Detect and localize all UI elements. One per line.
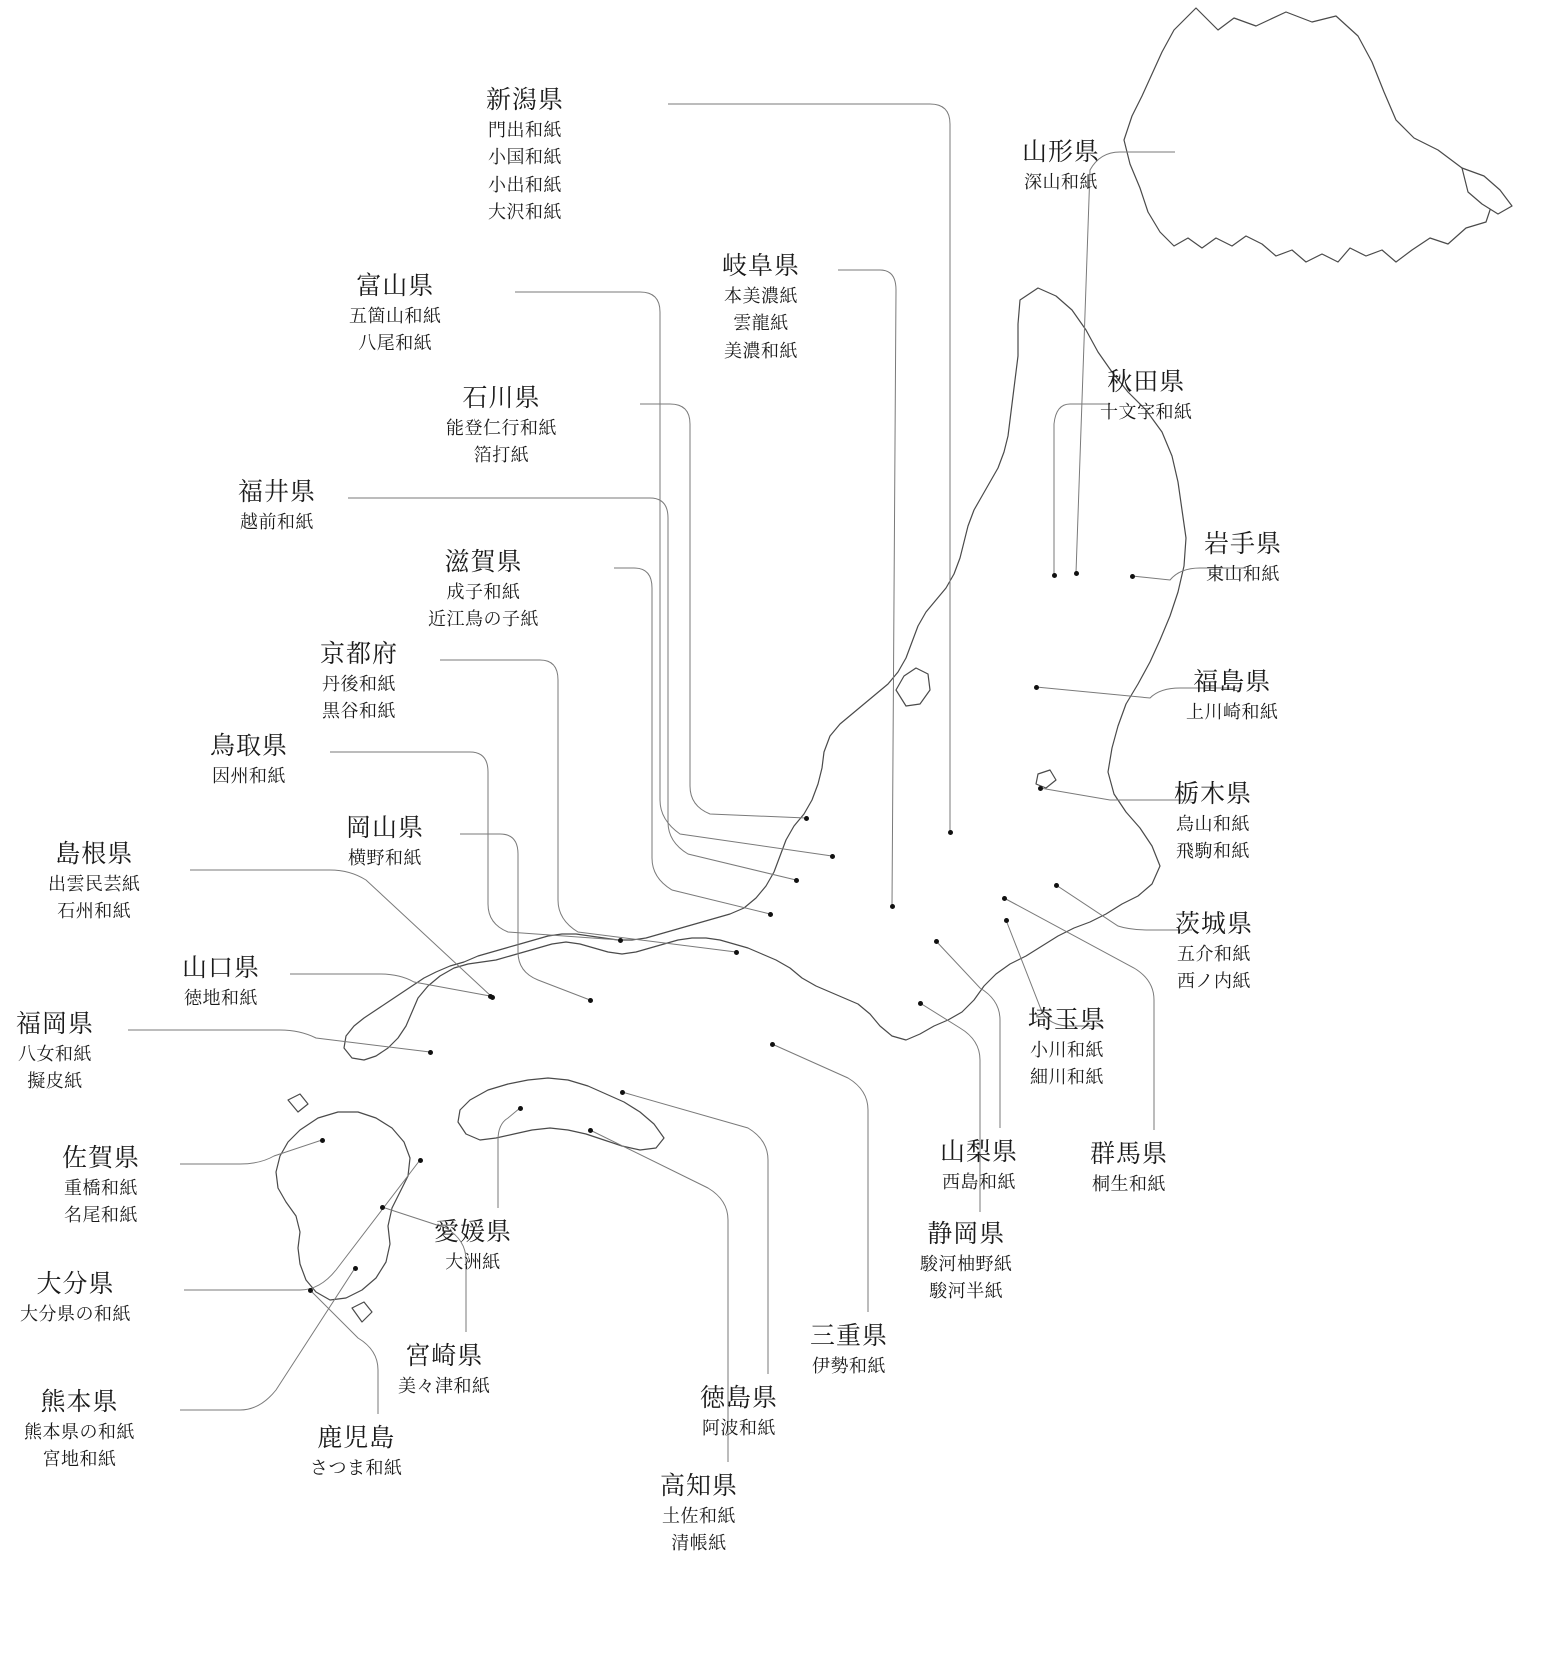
prefecture-name: 静岡県: [927, 1220, 1006, 1248]
paper-name: 徳地和紙: [184, 988, 258, 1008]
region-dot-niigata[interactable]: [948, 830, 953, 835]
paper-name: 西島和紙: [942, 1172, 1016, 1192]
prefecture-name: 京都府: [320, 640, 399, 668]
paper-name: 西ノ内紙: [1177, 971, 1251, 992]
region-dot-fukuoka[interactable]: [428, 1050, 433, 1055]
region-dot-oita[interactable]: [418, 1158, 423, 1163]
prefecture-name: 福井県: [238, 478, 317, 506]
prefecture-name: 富山県: [356, 272, 435, 300]
region-dot-saga[interactable]: [320, 1138, 325, 1143]
region-label-yamagata[interactable]: [1022, 136, 1100, 196]
region-dot-ibaraki[interactable]: [1054, 883, 1059, 888]
paper-name: 土佐和紙: [662, 1506, 736, 1526]
paper-name: 清帳紙: [671, 1533, 727, 1554]
prefecture-name: 徳島県: [700, 1384, 779, 1412]
region-label-miyazaki[interactable]: [398, 1340, 491, 1400]
region-label-akita[interactable]: [1100, 366, 1193, 426]
region-dot-gunma[interactable]: [1002, 896, 1007, 901]
region-dot-fukushima[interactable]: [1034, 685, 1039, 690]
region-dot-mie[interactable]: [770, 1042, 775, 1047]
region-dot-yamanashi[interactable]: [934, 939, 939, 944]
region-dot-akita[interactable]: [1052, 573, 1057, 578]
paper-name: 小出和紙: [488, 174, 562, 195]
prefecture-name: 愛媛県: [434, 1218, 513, 1246]
region-label-gifu[interactable]: [722, 250, 800, 365]
prefecture-name: 山梨県: [940, 1138, 1019, 1166]
paper-name: 小川和紙: [1030, 1040, 1104, 1060]
prefecture-name: 熊本県: [40, 1388, 119, 1416]
region-dot-shizuoka[interactable]: [918, 1001, 923, 1006]
paper-name: 八女和紙: [18, 1044, 92, 1064]
prefecture-name: 岡山県: [346, 814, 425, 842]
paper-name: 丹後和紙: [322, 674, 396, 694]
region-dot-yamagata[interactable]: [1074, 571, 1079, 576]
region-dot-ehime[interactable]: [518, 1106, 523, 1111]
prefecture-name: 埼玉県: [1028, 1006, 1107, 1034]
paper-name: 上川崎和紙: [1186, 702, 1279, 722]
region-label-toyama[interactable]: [349, 270, 442, 358]
paper-name: 重橋和紙: [64, 1178, 138, 1198]
paper-name: 石州和紙: [57, 901, 132, 922]
paper-name: 熊本県の和紙: [24, 1422, 135, 1442]
paper-name: 擬皮紙: [27, 1071, 83, 1092]
prefecture-name: 鹿児島: [317, 1424, 396, 1452]
paper-name: 名尾和紙: [64, 1205, 138, 1226]
region-dot-kochi[interactable]: [588, 1128, 593, 1133]
paper-name: 越前和紙: [240, 512, 314, 532]
paper-name: 伊勢和紙: [812, 1356, 886, 1376]
region-label-shimane[interactable]: [48, 838, 141, 926]
prefecture-name: 栃木県: [1174, 780, 1253, 808]
prefecture-name: 岐阜県: [722, 252, 801, 280]
paper-name: 出雲民芸紙: [48, 874, 141, 894]
prefecture-name: 福岡県: [16, 1010, 95, 1038]
prefecture-name: 群馬県: [1090, 1140, 1169, 1168]
paper-name: 成子和紙: [446, 582, 521, 602]
paper-name: 門出和紙: [488, 120, 562, 140]
prefecture-name: 宮崎県: [405, 1342, 484, 1370]
paper-name: 桐生和紙: [1092, 1174, 1166, 1194]
paper-name: 五箇山和紙: [349, 306, 442, 326]
region-dot-ishikawa[interactable]: [804, 816, 809, 821]
region-label-iwate[interactable]: [1204, 528, 1282, 588]
region-label-tokushima[interactable]: [700, 1382, 778, 1442]
region-label-ishikawa[interactable]: [446, 382, 557, 470]
region-dot-miyazaki[interactable]: [380, 1205, 385, 1210]
region-dot-shiga[interactable]: [768, 912, 773, 917]
region-label-kagoshima[interactable]: [310, 1422, 403, 1482]
paper-name: 飛駒和紙: [1176, 841, 1250, 862]
paper-name: 箔打紙: [473, 445, 530, 466]
region-dot-saitama[interactable]: [1004, 918, 1009, 923]
region-label-shiga[interactable]: [428, 546, 539, 634]
prefecture-name: 茨城県: [1175, 910, 1254, 938]
prefecture-name: 石川県: [462, 384, 541, 412]
region-label-fukui[interactable]: [238, 476, 316, 536]
region-label-yamanashi[interactable]: [940, 1136, 1018, 1196]
paper-name: 大分県の和紙: [20, 1304, 131, 1324]
region-dot-fukui[interactable]: [794, 878, 799, 883]
prefecture-name: 山形県: [1022, 138, 1101, 166]
paper-name: 小国和紙: [488, 147, 562, 168]
paper-name: 大沢和紙: [488, 202, 562, 223]
paper-name: 美濃和紙: [724, 340, 798, 361]
prefecture-name: 福島県: [1193, 668, 1272, 696]
region-dot-gifu[interactable]: [890, 904, 895, 909]
prefecture-name: 滋賀県: [444, 548, 523, 576]
paper-name: 雲龍紙: [733, 313, 789, 334]
region-label-saitama[interactable]: [1028, 1004, 1106, 1092]
region-label-oita[interactable]: [20, 1268, 131, 1328]
region-label-shizuoka[interactable]: [920, 1218, 1013, 1306]
region-dot-tochigi[interactable]: [1038, 786, 1043, 791]
region-dot-toyama[interactable]: [830, 854, 835, 859]
prefecture-name: 岩手県: [1204, 530, 1283, 558]
region-label-tochigi[interactable]: [1174, 778, 1252, 866]
region-dot-tottori[interactable]: [618, 938, 623, 943]
region-dot-okayama[interactable]: [588, 998, 593, 1003]
region-dot-yamaguchi[interactable]: [488, 994, 493, 999]
region-label-ibaraki[interactable]: [1175, 908, 1253, 996]
paper-name: 能登仁行和紙: [446, 418, 557, 438]
region-label-kumamoto[interactable]: [24, 1386, 135, 1474]
region-label-mie[interactable]: [810, 1320, 888, 1380]
region-dot-iwate[interactable]: [1130, 574, 1135, 579]
region-label-gunma[interactable]: [1090, 1138, 1168, 1198]
paper-name: 駿河半紙: [929, 1281, 1004, 1302]
prefecture-name: 山口県: [182, 954, 261, 982]
region-label-okayama[interactable]: [346, 812, 424, 872]
paper-name: 阿波和紙: [702, 1418, 776, 1438]
region-dot-kagoshima[interactable]: [308, 1288, 313, 1293]
prefecture-name: 鳥取県: [210, 732, 289, 760]
paper-name: 宮地和紙: [42, 1449, 117, 1470]
paper-name: 駿河柚野紙: [920, 1254, 1013, 1274]
paper-name: 大洲紙: [445, 1252, 501, 1272]
prefecture-name: 佐賀県: [62, 1144, 141, 1172]
paper-name: 深山和紙: [1024, 172, 1098, 192]
paper-name: 五介和紙: [1177, 944, 1251, 964]
prefecture-name: 高知県: [660, 1472, 739, 1500]
paper-name: さつま和紙: [310, 1458, 403, 1478]
region-label-kochi[interactable]: [660, 1470, 738, 1558]
paper-name: 細川和紙: [1030, 1067, 1104, 1088]
region-label-kyoto[interactable]: [320, 638, 398, 726]
paper-name: 本美濃紙: [724, 286, 798, 306]
paper-name: 黒谷和紙: [322, 701, 396, 722]
prefecture-name: 三重県: [810, 1322, 889, 1350]
region-label-niigata[interactable]: [486, 84, 564, 226]
prefecture-name: 大分県: [36, 1270, 115, 1298]
region-label-fukuoka[interactable]: [16, 1008, 94, 1096]
prefecture-name: 島根県: [55, 840, 134, 868]
paper-name: 横野和紙: [348, 848, 422, 868]
paper-name: 八尾和紙: [358, 333, 433, 354]
region-label-fukushima[interactable]: [1186, 666, 1279, 726]
region-dot-kyoto[interactable]: [734, 950, 739, 955]
region-label-yamaguchi[interactable]: [182, 952, 260, 1012]
region-label-saga[interactable]: [62, 1142, 140, 1230]
region-label-ehime[interactable]: [434, 1216, 512, 1276]
paper-name: 因州和紙: [212, 766, 286, 786]
paper-name: 美々津和紙: [398, 1376, 491, 1396]
paper-name: 近江鳥の子紙: [428, 609, 539, 630]
region-dot-kumamoto[interactable]: [353, 1266, 358, 1271]
region-label-tottori[interactable]: [210, 730, 288, 790]
paper-name: 十文字和紙: [1100, 402, 1193, 422]
paper-name: 東山和紙: [1206, 564, 1280, 584]
region-dot-tokushima[interactable]: [620, 1090, 625, 1095]
prefecture-name: 新潟県: [486, 86, 565, 114]
paper-name: 烏山和紙: [1176, 814, 1250, 834]
prefecture-name: 秋田県: [1107, 368, 1186, 396]
